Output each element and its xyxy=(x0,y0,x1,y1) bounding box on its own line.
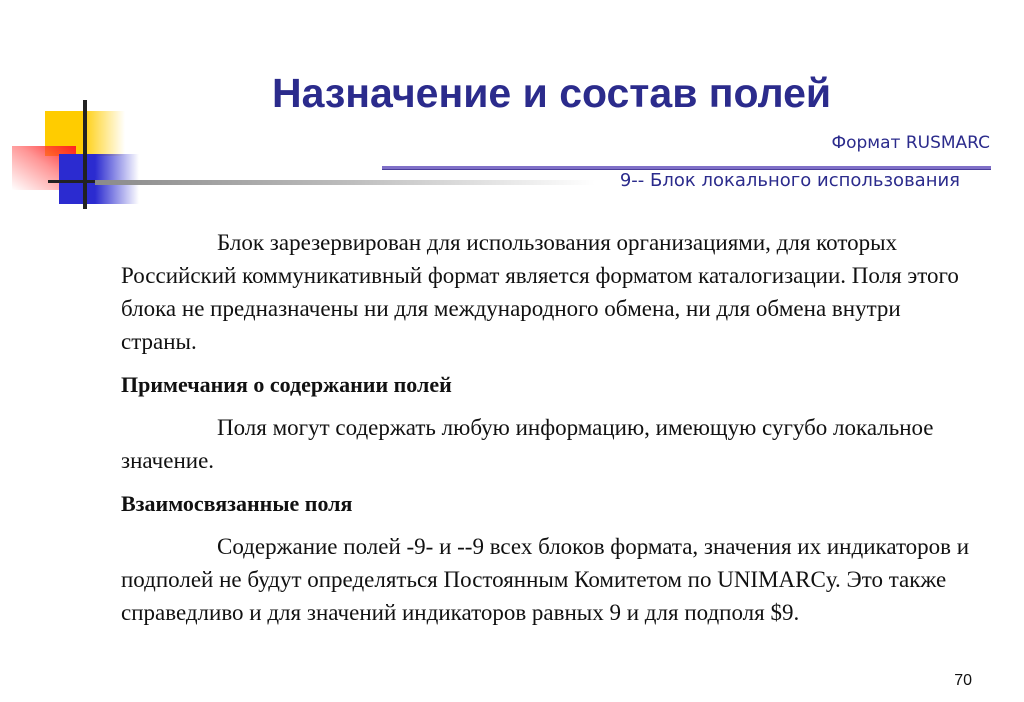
vertical-line xyxy=(83,100,87,209)
slide-body xyxy=(121,226,971,629)
slide-title: Назначение и состав полей xyxy=(272,70,832,116)
section-title: 9-- Блок локального использования xyxy=(619,170,960,191)
page-number: 70 xyxy=(954,672,972,689)
related-paragraph: Содержание полей -9- и --9 всех блоков формата, значения их индикаторов и подполей не будут определяться Постоянным Комитетом по UNIMARCу. Это также справедливо и для значений индикаторов равных 9 и для подполя $9. xyxy=(121,534,970,625)
related-heading: Взаимосвязанные поля xyxy=(121,491,353,516)
notes-heading: Примечания о содержании полей xyxy=(121,372,452,397)
notes-paragraph: Поля могут содержать любую информацию, имеющую сугубо локальное значение. xyxy=(121,415,934,473)
slide-subtitle: Формат RUSMARC xyxy=(831,133,990,153)
intro-paragraph: Блок зарезервирован для использования организациями, для которых Российский коммуникативный формат является форматом каталогизации. Поля этого блока не предназначены ни для международного обмена, ни для обмена внутри страны. xyxy=(121,230,959,354)
divider-grey xyxy=(95,180,595,185)
blue-square-icon xyxy=(59,154,139,204)
decorative-logo xyxy=(0,90,160,220)
